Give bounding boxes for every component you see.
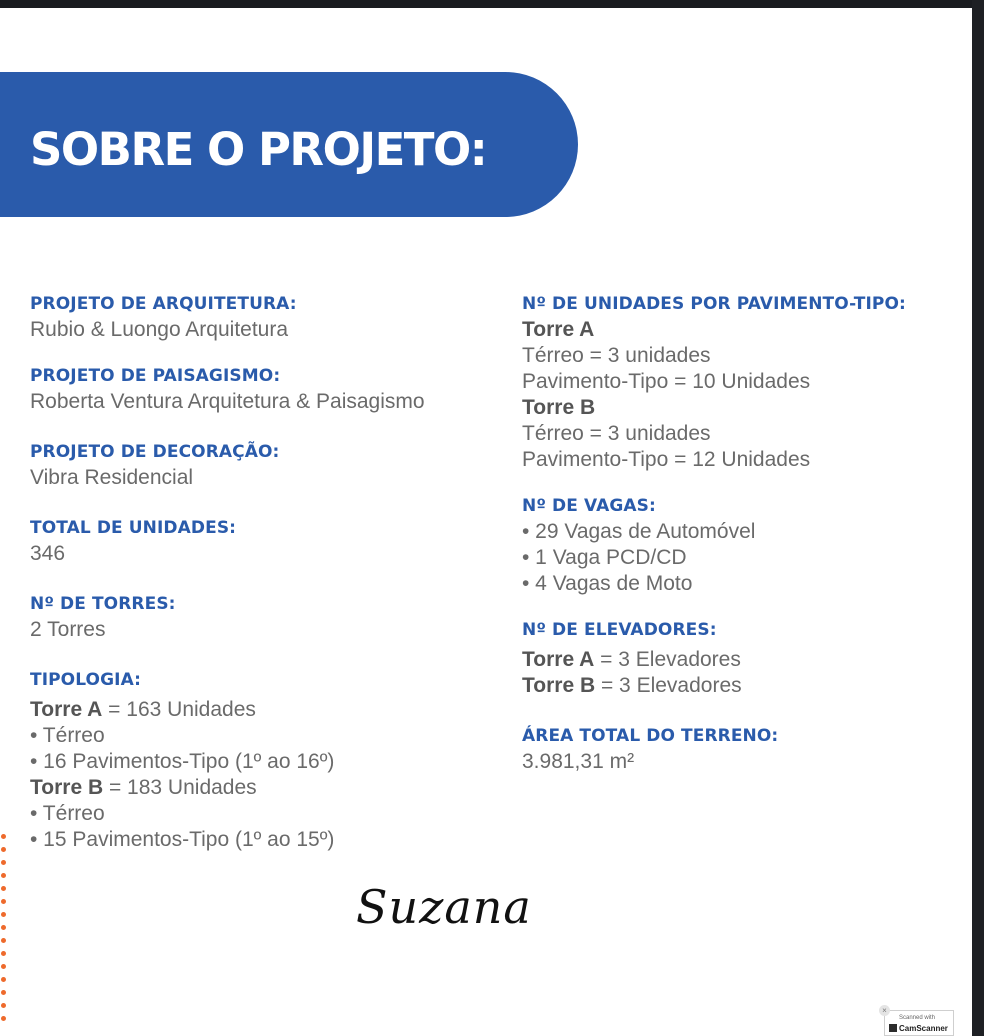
camscanner-line2	[889, 1024, 948, 1033]
total-unidades-value: 346	[30, 542, 66, 565]
elevadores-torre-a-value: = 3 Elevadores	[594, 648, 741, 671]
tipologia-torre-b	[30, 775, 500, 801]
page-title: SOBRE O PROJETO:	[30, 123, 487, 176]
camscanner-line1: Scanned with	[899, 1015, 936, 1021]
list-item: Pavimento-Tipo = 10 Unidades	[522, 370, 811, 393]
list-item: • 15 Pavimentos-Tipo (1º ao 15º)	[30, 828, 335, 851]
torres-value: 2 Torres	[30, 618, 106, 641]
document-page	[0, 8, 972, 1036]
list-item: • 4 Vagas de Moto	[522, 572, 693, 595]
left-column	[30, 291, 500, 853]
tipologia-torre-a-name: Torre A	[30, 698, 103, 721]
list-item: • 29 Vagas de Automóvel	[522, 520, 756, 543]
list-item: • Térreo	[30, 802, 105, 825]
pavimento-torre-a: Torre A	[522, 318, 595, 341]
elevadores-torre-a	[522, 647, 962, 673]
torres-label: Nº DE TORRES:	[30, 594, 176, 614]
handwritten-signature: Suzana	[356, 880, 532, 934]
paisagismo-label: PROJETO DE PAISAGISMO:	[30, 366, 281, 386]
camscanner-icon	[889, 1024, 897, 1032]
tipologia-torre-b-name: Torre B	[30, 776, 104, 799]
right-column	[522, 291, 962, 775]
list-item: Pavimento-Tipo = 12 Unidades	[522, 448, 811, 471]
decoracao-label: PROJETO DE DECORAÇÃO:	[30, 442, 280, 462]
camscanner-badge	[882, 1006, 954, 1036]
elevadores-torre-a-name: Torre A	[522, 648, 595, 671]
list-item: Térreo = 3 unidades	[522, 422, 711, 445]
list-item: • 16 Pavimentos-Tipo (1º ao 16º)	[30, 750, 335, 773]
total-unidades-label: TOTAL DE UNIDADES:	[30, 518, 237, 538]
vagas-label: Nº DE VAGAS:	[522, 496, 656, 516]
tipologia-torre-a	[30, 697, 500, 723]
list-item: Térreo = 3 unidades	[522, 344, 711, 367]
tipologia-torre-b-value: = 183 Unidades	[103, 776, 257, 799]
list-item: • Térreo	[30, 724, 105, 747]
elevadores-torre-b-value: = 3 Elevadores	[595, 674, 742, 697]
close-icon[interactable]: ×	[879, 1005, 890, 1016]
tipologia-torre-a-value: = 163 Unidades	[102, 698, 256, 721]
arquitetura-value: Rubio & Luongo Arquitetura	[30, 318, 289, 341]
arquitetura-label: PROJETO DE ARQUITETURA:	[30, 294, 297, 314]
list-item: • 1 Vaga PCD/CD	[522, 546, 687, 569]
tipologia-label: TIPOLOGIA:	[30, 670, 142, 690]
area-value: 3.981,31 m²	[522, 750, 635, 773]
unidades-pavimento-label: Nº DE UNIDADES POR PAVIMENTO-TIPO:	[522, 294, 906, 314]
elevadores-torre-b-name: Torre B	[522, 674, 596, 697]
elevadores-label: Nº DE ELEVADORES:	[522, 620, 717, 640]
area-label: ÁREA TOTAL DO TERRENO:	[522, 726, 779, 746]
camscanner-name: CamScanner	[899, 1024, 948, 1033]
elevadores-torre-b	[522, 673, 962, 699]
screen-edge	[972, 0, 984, 1036]
decorative-dots	[0, 834, 8, 1024]
decoracao-value: Vibra Residencial	[30, 466, 194, 489]
pavimento-torre-b: Torre B	[522, 396, 596, 419]
paisagismo-value: Roberta Ventura Arquitetura & Paisagismo	[30, 390, 425, 413]
